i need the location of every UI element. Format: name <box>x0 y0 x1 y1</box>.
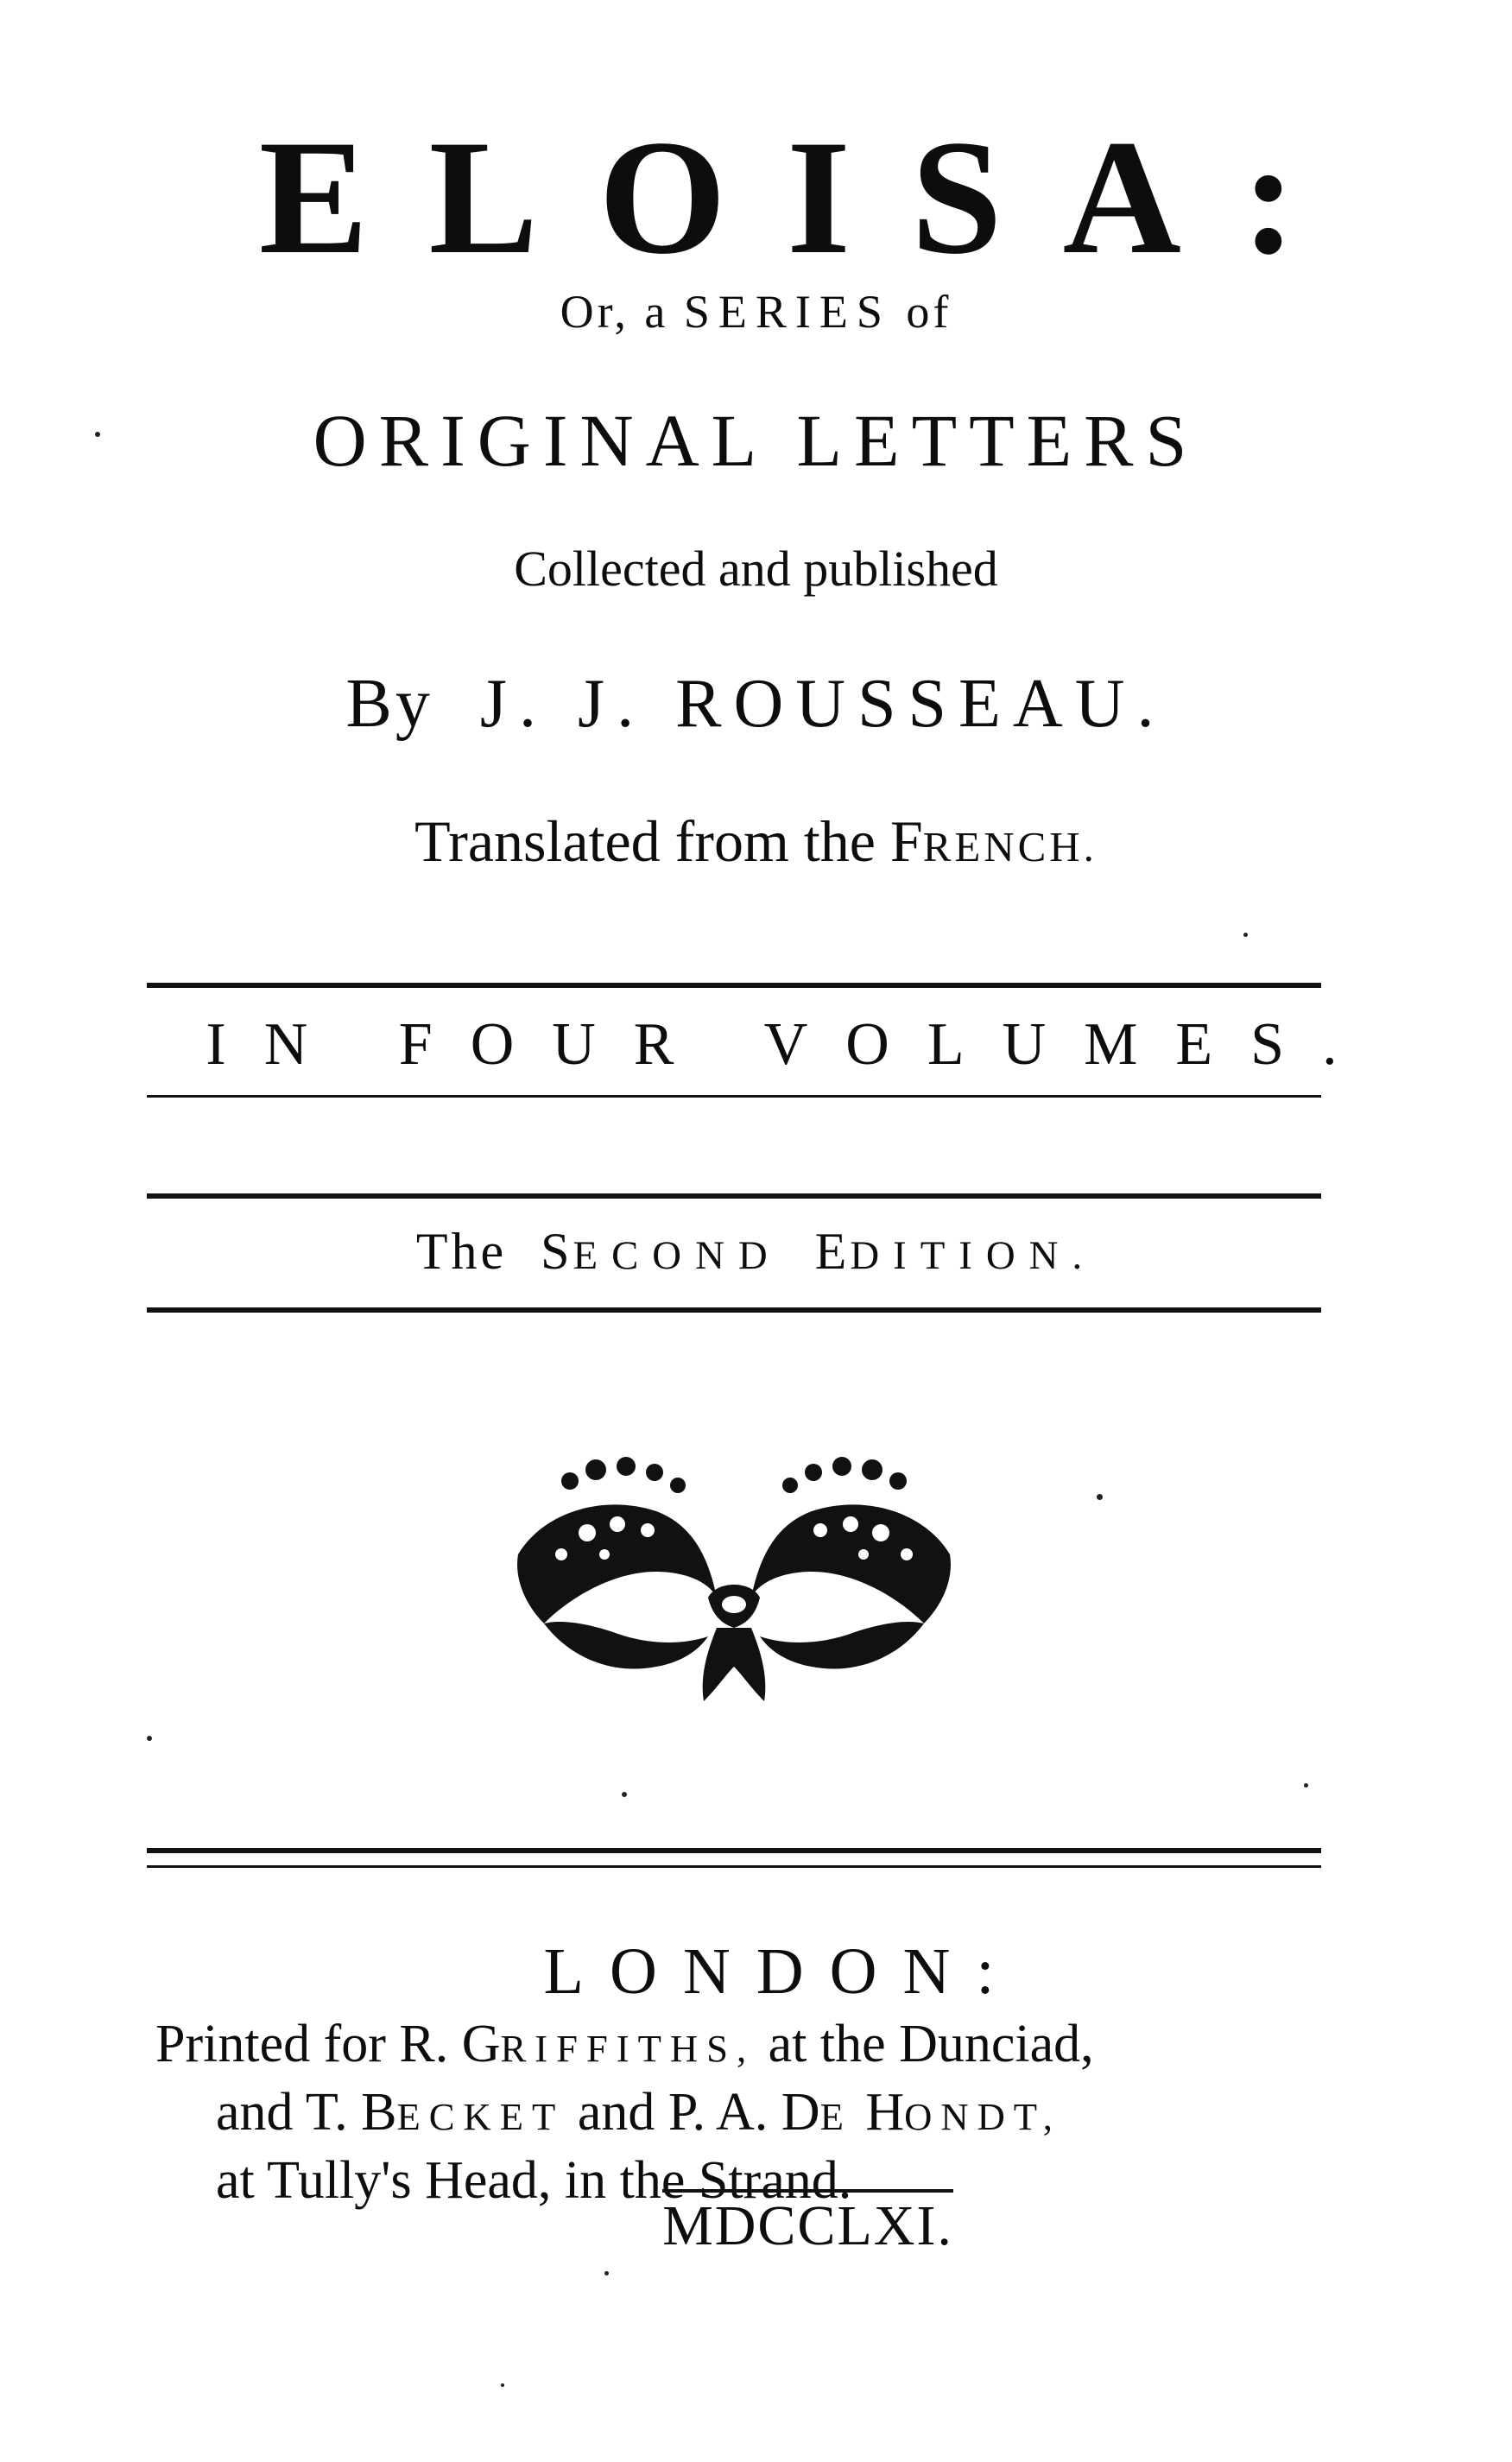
rule-double-top <box>147 1848 1321 1853</box>
subtitle-or: Or, a <box>560 286 669 338</box>
scan-speck <box>147 1736 152 1741</box>
author-byline <box>0 665 1512 744</box>
imprint-block <box>155 2012 1364 2212</box>
scan-speck <box>501 2383 504 2387</box>
scan-speck <box>95 432 100 437</box>
scan-speck <box>622 1792 627 1797</box>
author-by: By <box>345 666 433 742</box>
imprint-line-2: and T. BECKET and P. A. DE HONDT, <box>216 2083 1061 2142</box>
scan-speck <box>1304 1783 1308 1788</box>
subtitle-series-word: SERIES <box>683 286 891 338</box>
rule-top-edition <box>147 1193 1321 1199</box>
cornucopia-ornament-icon <box>509 1451 958 1710</box>
subtitle-of: of <box>906 286 952 338</box>
subtitle-series <box>0 285 1512 339</box>
edition-second: SECOND <box>541 1223 781 1280</box>
author-name: J. J. ROUSSEAU. <box>479 666 1167 742</box>
imprint-date: MDCCLXI. <box>0 2193 1512 2259</box>
translation-prefix: Translated from the <box>414 808 876 874</box>
rule-top-volumes <box>147 983 1321 988</box>
rule-bottom-edition <box>147 1307 1321 1313</box>
scan-speck <box>604 2271 609 2275</box>
rule-double-bottom <box>147 1865 1321 1868</box>
imprint-line-1: Printed for R. GRIFFITHS, at the Dunciad, <box>155 2015 1094 2073</box>
volumes-statement: IN FOUR VOLUMES. <box>206 1011 1376 1078</box>
book-title: ELOISA: <box>258 107 1357 288</box>
scan-speck <box>1097 1494 1103 1500</box>
edition-statement <box>0 1222 1512 1282</box>
subtitle-collected: Collected and published <box>514 541 998 597</box>
edition-the: The <box>415 1223 508 1280</box>
edition-edition: EDITION. <box>814 1223 1097 1280</box>
translation-note <box>0 807 1512 876</box>
rule-bottom-volumes <box>147 1095 1321 1098</box>
translation-lang: FRENCH. <box>889 808 1098 874</box>
scan-speck <box>1243 933 1248 937</box>
imprint-line-3: at Tully's Head, in the Strand. <box>216 2151 852 2210</box>
subtitle-original-letters: ORIGINAL LETTERS <box>313 399 1199 482</box>
imprint-city: LONDON: <box>543 1935 1021 2008</box>
